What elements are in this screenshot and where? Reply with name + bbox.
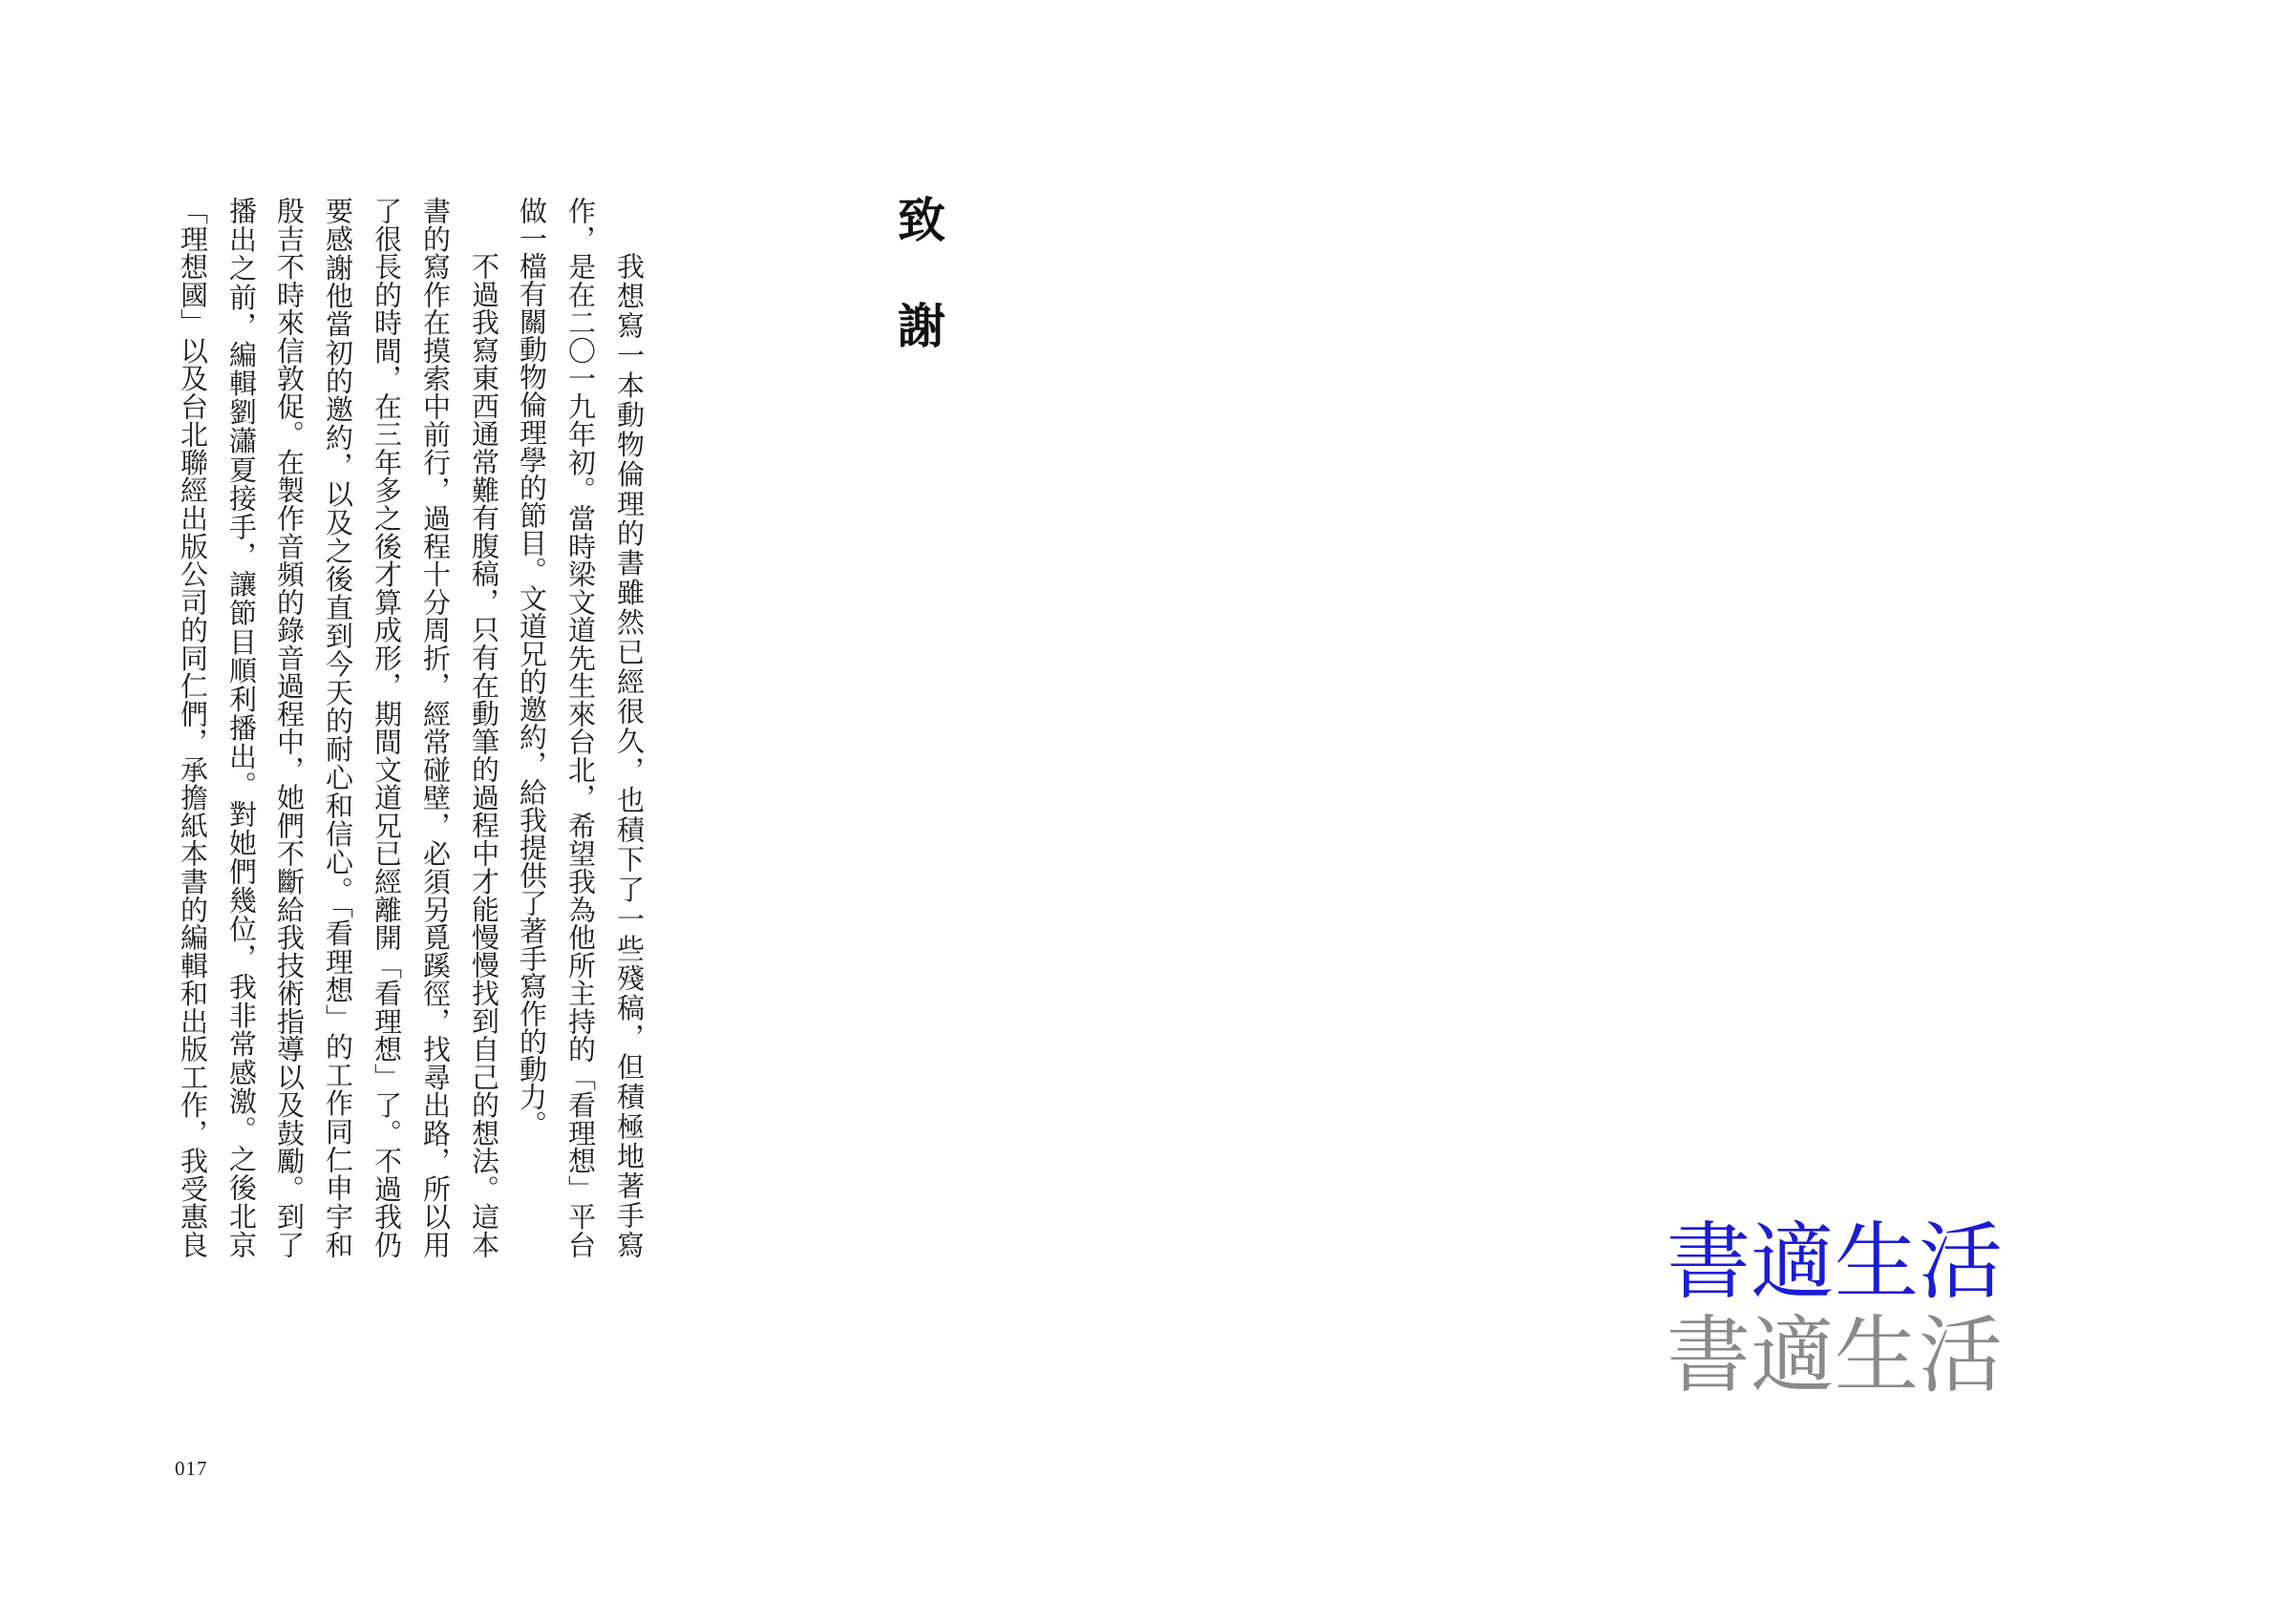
body-text-column: 「理想國」以及台北聯經出版公司的同仁們，承擔紙本書的編輯和出版工作，我受惠良 xyxy=(177,197,209,1258)
body-text-column: 做一檔有關動物倫理學的節目。文道兄的邀約，給我提供了著手寫作的動力。 xyxy=(516,197,548,1138)
body-text-column: 不過我寫東西通常難有腹稿，只有在動筆的過程中才能慢慢找到自己的想法。這本 xyxy=(468,252,500,1258)
body-text-column: 作，是在二〇一九年初。當時梁文道先生來台北，希望我為他所主持的「看理想」平台 xyxy=(564,197,597,1258)
body-text-column: 書的寫作在摸索中前行，過程十分周折，經常碰壁，必須另覓蹊徑，找尋出路，所以用 xyxy=(419,197,452,1258)
watermark-text-blue: 書適生活 xyxy=(1666,1213,2004,1311)
body-text-column: 要感謝他當初的邀約，以及之後直到今天的耐心和信心。「看理想」的工作同仁申宇和 xyxy=(322,197,354,1258)
body-text-column: 我想寫一本動物倫理的書雖然已經很久，也積下了一些殘稿，但積極地著手寫 xyxy=(613,252,646,1258)
body-text-column: 播出之前，編輯劉瀟夏接手，讓節目順利播出。對她們幾位，我非常感激。之後北京 xyxy=(225,197,258,1258)
body-text-column: 了很長的時間，在三年多之後才算成形，期間文道兄已經離開「看理想」了。不過我仍 xyxy=(371,197,403,1258)
watermark-text-gray: 書適生活 xyxy=(1666,1306,2004,1404)
page-number: 017 xyxy=(175,1457,208,1480)
body-text-column: 殷吉不時來信敦促。在製作音頻的錄音過程中，她們不斷給我技術指導以及鼓勵。到了 xyxy=(273,197,306,1258)
page-title: 致謝 xyxy=(890,195,946,407)
